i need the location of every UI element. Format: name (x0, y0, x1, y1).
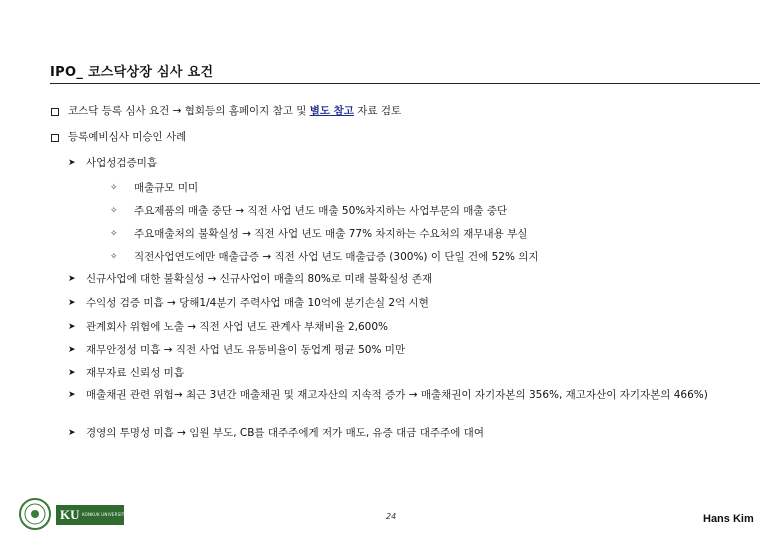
bullet-text: 등록예비심사 미승인 사례 (68, 131, 187, 143)
square-bullet-icon (51, 108, 59, 116)
diamond-bullet-icon: ✧ (110, 229, 118, 239)
logo-text: KU (60, 507, 80, 522)
arrowhead-bullet-icon: ➤ (68, 368, 76, 378)
square-bullet-icon (51, 134, 59, 142)
arrowhead-bullet-icon: ➤ (68, 322, 76, 332)
bullet-text: 자료 검토 (353, 105, 402, 117)
arrowhead-bullet-icon: ➤ (68, 274, 76, 284)
university-logo (18, 497, 168, 531)
arrowhead-bullet-icon: ➤ (68, 390, 76, 400)
bullet-text: 코스닥 등록 심사 요건 (68, 105, 173, 117)
author-name: Hans Kim (703, 513, 754, 525)
diamond-bullet-icon: ✧ (110, 206, 118, 216)
bullet-text: 협회등의 홈페이지 참고 및 (181, 105, 310, 117)
diamond-bullet-icon: ✧ (110, 252, 118, 262)
page-number: 24 (386, 512, 397, 521)
page-title: IPO_ 코스닥상장 심사 요건 (50, 65, 214, 80)
logo-subtext: KONKUK UNIVERSITY (82, 512, 128, 517)
arrowhead-bullet-icon: ➤ (68, 158, 76, 168)
arrowhead-bullet-icon: ➤ (68, 428, 76, 438)
arrow-icon: → (172, 105, 182, 117)
separate-reference-link[interactable]: 별도 참고 (309, 105, 354, 117)
arrowhead-bullet-icon: ➤ (68, 345, 76, 355)
diamond-bullet-icon: ✧ (110, 183, 118, 193)
arrowhead-bullet-icon: ➤ (68, 298, 76, 308)
title-divider (50, 83, 760, 84)
